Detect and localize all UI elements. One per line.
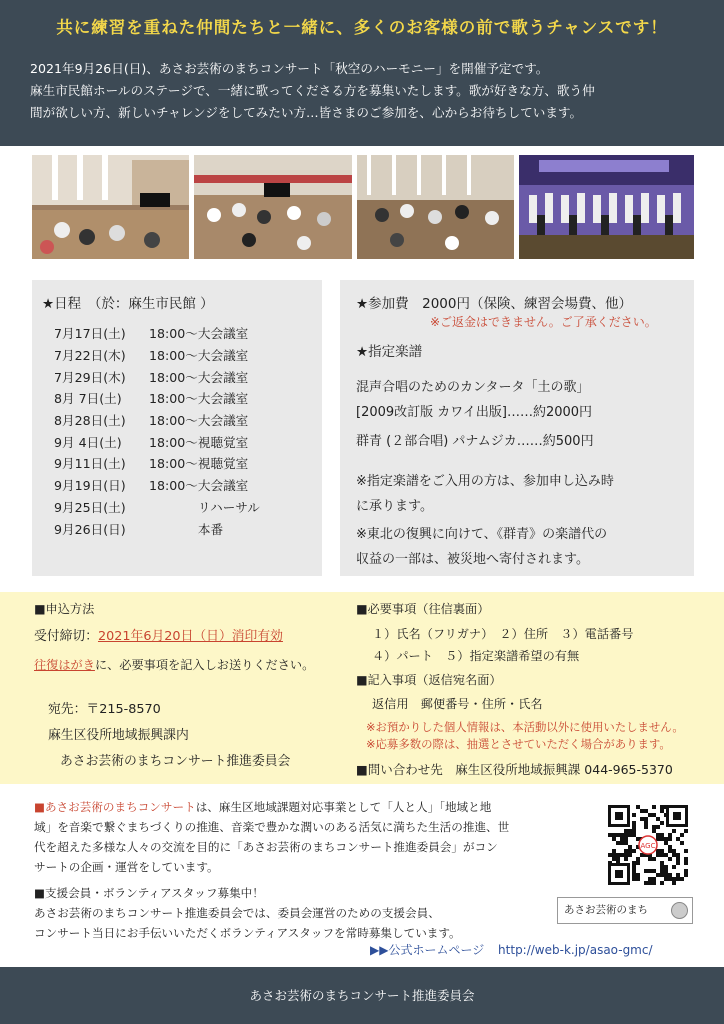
schedule-time: 18:00〜 — [149, 391, 198, 407]
qr-logo: AGC — [640, 842, 656, 850]
deadline-row — [34, 625, 283, 644]
about-section — [34, 797, 594, 943]
schedule-date: 7月17日(土) — [54, 326, 126, 342]
schedule-date: 9月19日(日) — [54, 478, 126, 494]
photo-rehearsal-circle — [194, 155, 352, 259]
schedule-place: リハーサル — [197, 499, 260, 515]
fee-panel — [340, 280, 694, 576]
search-box[interactable] — [557, 897, 693, 924]
application-section — [0, 592, 724, 784]
footer: あさお芸術のまちコンサート推進委員会 — [0, 967, 724, 1024]
score-3: 群青 (２部合唱) パナムジカ……約500円 — [356, 434, 594, 449]
support-title: ■支援会員・ボランティアスタッフ募集中！ — [34, 886, 264, 900]
intro-text — [30, 58, 700, 124]
score-note-1b: に承ります。 — [356, 499, 433, 514]
schedule-row — [54, 452, 260, 474]
schedule-place: 大会議室 — [197, 478, 249, 494]
score-note-2b: 収益の一部は、被災地へ寄付されます。 — [356, 552, 589, 567]
schedule-time: 18:00〜 — [149, 413, 198, 429]
support-text-1: あさお芸術のまちコンサート推進委員会では、委員会運営のための支援会員、 — [34, 906, 440, 920]
schedule-time: 18:00〜 — [149, 456, 198, 472]
schedule-row — [54, 496, 260, 518]
schedule-time: 18:00〜 — [149, 348, 198, 364]
schedule-date: 8月 7日(土) — [54, 391, 122, 407]
schedule-place: 大会議室 — [197, 413, 249, 429]
lottery-note: ※応募多数の際は、抽選とさせていただく場合があります。 — [366, 737, 671, 751]
score-note-1a: ※指定楽譜をご入用の方は、参加申し込み時 — [356, 474, 614, 489]
schedule-date: 7月29日(木) — [54, 369, 126, 385]
apply-title: ■申込方法 — [34, 602, 95, 616]
about-text-3: 代を超えた多様な人々の交流を目的に「あさお芸術のまちコンサート推進委員会」がコン — [34, 840, 498, 854]
address-3: あさお芸術のまちコンサート推進委員会 — [60, 754, 291, 769]
method-text: に、必要事項を記入しお送りください。 — [94, 658, 315, 672]
required-line-2: ４）パート ５）指定楽譜希望の有無 — [372, 649, 580, 663]
intro-line-1: 2021年9月26日(日)、あさお芸術のまちコンサート「秋空のハーモニー」を開催予定です。 — [30, 61, 549, 76]
schedule-panel — [32, 280, 322, 576]
score-note-2a: ※東北の復興に向けて、《群青》の楽譜代の — [356, 527, 608, 542]
about-text-1: は、麻生区地域課題対応事業として「人と人」「地域と地 — [195, 800, 492, 814]
schedule-row — [54, 430, 260, 452]
schedule-time: 18:00〜 — [149, 478, 198, 494]
support-text-2: コンサート当日にお手伝いいただくボランティアスタッフを常時募集しています。 — [34, 926, 461, 940]
schedule-time — [149, 517, 198, 539]
schedule-time: 18:00〜 — [149, 434, 198, 450]
about-text-4: サートの企画・運営をしています。 — [34, 860, 219, 874]
schedule-time: 18:00〜 — [149, 369, 198, 385]
score-1: 混声合唱のためのカンタータ「土の歌」 — [356, 380, 590, 395]
photo-concert-stage — [519, 155, 694, 259]
fee-note: ※ご返金はできません。ご了承ください。 — [430, 315, 657, 329]
homepage-row — [370, 941, 653, 958]
schedule-row — [54, 474, 260, 496]
address-2: 麻生区役所地域振興課内 — [48, 728, 189, 743]
photo-strip — [32, 155, 694, 259]
schedule-place: 本番 — [197, 521, 224, 537]
reply-line: 返信用 郵便番号・住所・氏名 — [372, 697, 543, 711]
score-2: [2009改訂版 カワイ出版]……約2000円 — [356, 405, 593, 420]
homepage-label: ▶▶公式ホームページ — [370, 943, 485, 957]
photo-rehearsal-standing — [357, 155, 514, 259]
deadline-label: 受付締切： — [34, 629, 98, 644]
about-line-1 — [34, 797, 594, 817]
fee-title: ★参加費 2000円（保険、練習会場費、他） — [356, 296, 632, 312]
schedule-date: 9月 4日(土) — [54, 434, 122, 450]
schedule-row — [54, 387, 260, 409]
intro-line-3: 間が欲しい方、新しいチャレンジをしてみたい方…皆さまのご参加を、心からお待ちしています。 — [30, 105, 583, 120]
schedule-row — [54, 409, 260, 431]
schedule-title: ★日程 （於：麻生市民館 ） — [42, 296, 214, 312]
contact-row: ■問い合わせ先 麻生区役所地域振興課 044-965-5370 — [356, 762, 673, 777]
schedule-table — [54, 322, 260, 539]
schedule-place: 大会議室 — [197, 391, 249, 407]
method-row — [34, 656, 314, 673]
schedule-date: 9月25日(土) — [54, 499, 126, 515]
schedule-date: 9月26日(日) — [54, 521, 126, 537]
schedule-place: 大会議室 — [197, 326, 249, 342]
schedule-place: 大会議室 — [197, 348, 249, 364]
schedule-date: 7月22日(木) — [54, 348, 126, 364]
search-text: あさお芸術のまち — [564, 904, 648, 916]
reply-title: ■記入事項（返信宛名面） — [356, 673, 502, 687]
schedule-time — [149, 496, 198, 518]
homepage-url[interactable]: http://web-k.jp/asao-gmc/ — [498, 943, 653, 957]
intro-line-2: 麻生市民館ホールのステージで、一緒に歌ってくださる方を募集いたします。歌が好きな方、歌う仲 — [30, 83, 595, 98]
about-text-2: 域」を音楽で繋ぐまちづくりの推進、音楽で豊かな潤いのある活気に満ちた生活の推進、世 — [34, 820, 510, 834]
schedule-row — [54, 365, 260, 387]
method-link[interactable]: 往復はがき — [34, 658, 95, 672]
address-1: 宛先：〒215-8570 — [48, 702, 161, 717]
schedule-time: 18:00〜 — [149, 326, 198, 342]
schedule-row — [54, 344, 260, 366]
search-icon[interactable] — [671, 902, 688, 919]
header-banner — [0, 0, 724, 146]
schedule-place: 大会議室 — [197, 369, 249, 385]
schedule-place: 視聴覚室 — [197, 456, 249, 472]
deadline-date: 2021年6月20日（日）消印有効 — [97, 629, 283, 644]
headline: 共に練習を重ねた仲間たちと一緒に、多くのお客様の前で歌うチャンスです！ — [56, 18, 668, 37]
photo-rehearsal-hall — [32, 155, 189, 259]
org-name: ■あさお芸術のまちコンサート — [34, 800, 196, 814]
schedule-row — [54, 517, 260, 539]
schedule-date: 8月28日(土) — [54, 413, 126, 429]
schedule-date: 9月11日(土) — [54, 456, 126, 472]
privacy-note: ※お預かりした個人情報は、本活動以外に使用いたしません。 — [366, 720, 684, 734]
schedule-row — [54, 322, 260, 344]
qr-code — [606, 803, 690, 887]
score-title: ★指定楽譜 — [356, 344, 423, 360]
schedule-place: 視聴覚室 — [197, 434, 249, 450]
required-line-1: １）氏名（フリガナ） ２）住所 ３）電話番号 — [372, 627, 634, 641]
required-title: ■必要事項（往信裏面） — [356, 602, 490, 616]
